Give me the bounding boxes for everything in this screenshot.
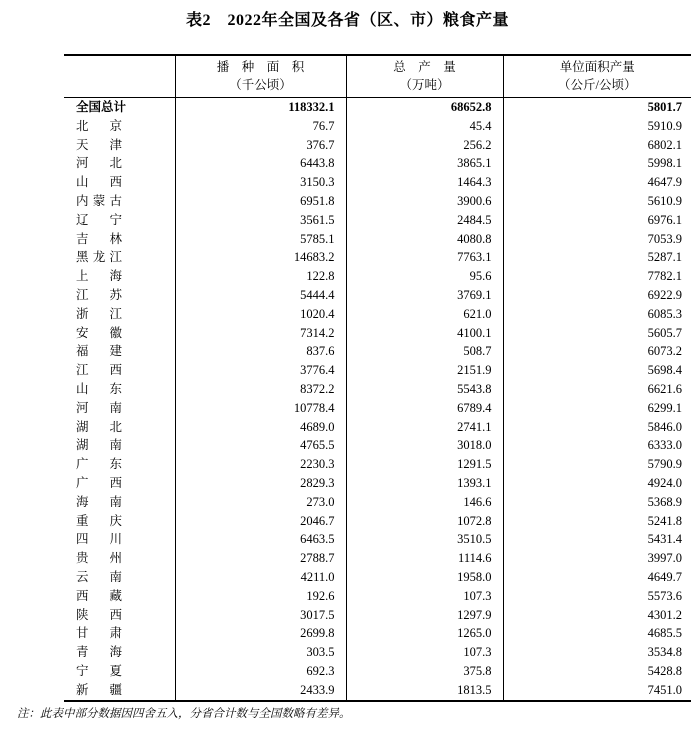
region-name: 青海	[76, 645, 122, 660]
output-cell: 45.4	[346, 117, 503, 136]
region-name: 内蒙古	[76, 193, 122, 208]
yield-cell: 5610.9	[503, 192, 691, 211]
region-name: 陕西	[76, 607, 122, 622]
sown-area-cell: 4765.5	[175, 436, 346, 455]
region-name: 西藏	[76, 588, 122, 603]
header-line1: 播 种 面 积	[216, 60, 305, 74]
yield-cell: 4301.2	[503, 606, 691, 625]
output-cell: 6789.4	[346, 399, 503, 418]
table-row	[64, 455, 691, 474]
yield-cell: 4647.9	[503, 173, 691, 192]
page-title: 表2 2022年全国及各省（区、市）粮食产量	[185, 12, 509, 29]
output-cell: 95.6	[346, 267, 503, 286]
yield-cell: 5428.8	[503, 662, 691, 681]
region-name: 浙江	[76, 306, 122, 321]
sown-area-cell: 192.6	[175, 587, 346, 606]
region-name: 河南	[76, 400, 122, 415]
table-row	[64, 418, 691, 437]
region-cell	[64, 154, 175, 173]
yield-cell: 3997.0	[503, 549, 691, 568]
sown-area-cell: 6951.8	[175, 192, 346, 211]
region-cell	[64, 549, 175, 568]
sown-area-cell: 3150.3	[175, 173, 346, 192]
yield-cell: 5241.8	[503, 512, 691, 531]
region-cell	[64, 606, 175, 625]
region-name: 广东	[76, 457, 122, 472]
output-cell: 3018.0	[346, 436, 503, 455]
table-row	[64, 136, 691, 155]
region-name: 四川	[76, 532, 122, 547]
sown-area-cell: 2433.9	[175, 681, 346, 701]
output-cell: 621.0	[346, 305, 503, 324]
region-cell	[64, 361, 175, 380]
output-cell: 256.2	[346, 136, 503, 155]
region-name: 云南	[76, 569, 122, 584]
table-row	[64, 267, 691, 286]
output-cell: 2741.1	[346, 418, 503, 437]
sown-area-cell: 4689.0	[175, 418, 346, 437]
region-cell	[64, 493, 175, 512]
table-row	[64, 173, 691, 192]
yield-cell: 4924.0	[503, 474, 691, 493]
table-row	[64, 606, 691, 625]
footnote: 注：此表中部分数据因四舍五入，分省合计数与全国数略有差异。	[17, 708, 351, 720]
table-row	[64, 530, 691, 549]
table-row	[64, 662, 691, 681]
sown-area-column-header	[175, 55, 346, 98]
sown-area-cell: 10778.4	[175, 399, 346, 418]
region-name: 重庆	[76, 513, 122, 528]
sown-area-cell: 692.3	[175, 662, 346, 681]
table-row	[64, 568, 691, 587]
table-row	[64, 643, 691, 662]
table-row	[64, 681, 691, 701]
region-name: 天津	[76, 137, 122, 152]
region-name: 北京	[76, 118, 122, 133]
region-cell	[64, 98, 175, 117]
output-cell: 3769.1	[346, 286, 503, 305]
region-cell	[64, 530, 175, 549]
region-name: 黑龙江	[76, 250, 122, 265]
yield-cell: 5801.7	[503, 98, 691, 117]
region-cell	[64, 512, 175, 531]
region-name: 山东	[76, 381, 122, 396]
yield-cell: 7782.1	[503, 267, 691, 286]
region-name: 宁夏	[76, 663, 122, 678]
sown-area-cell: 2829.3	[175, 474, 346, 493]
region-name: 新疆	[76, 682, 122, 697]
output-cell: 375.8	[346, 662, 503, 681]
region-cell	[64, 380, 175, 399]
table-row	[64, 230, 691, 249]
region-cell	[64, 681, 175, 701]
region-name: 贵州	[76, 551, 122, 566]
grain-production-table	[64, 54, 691, 702]
table-row	[64, 192, 691, 211]
region-cell	[64, 267, 175, 286]
header-line2: （千公顷）	[229, 77, 292, 92]
region-cell	[64, 173, 175, 192]
table-row	[64, 361, 691, 380]
yield-cell: 6073.2	[503, 342, 691, 361]
sown-area-cell: 5444.4	[175, 286, 346, 305]
yield-cell: 7451.0	[503, 681, 691, 701]
output-cell: 1114.6	[346, 549, 503, 568]
yield-cell: 6976.1	[503, 211, 691, 230]
yield-cell: 6922.9	[503, 286, 691, 305]
region-name: 湖南	[76, 438, 122, 453]
yield-cell: 5431.4	[503, 530, 691, 549]
sown-area-cell: 14683.2	[175, 248, 346, 267]
sown-area-cell: 5785.1	[175, 230, 346, 249]
yield-cell: 5368.9	[503, 493, 691, 512]
region-name: 河北	[76, 156, 122, 171]
region-cell	[64, 230, 175, 249]
output-cell: 107.3	[346, 587, 503, 606]
region-cell	[64, 286, 175, 305]
output-cell: 146.6	[346, 493, 503, 512]
sown-area-cell: 4211.0	[175, 568, 346, 587]
yield-cell: 4649.7	[503, 568, 691, 587]
table-header	[64, 55, 691, 98]
header-row	[64, 55, 691, 98]
output-cell: 1393.1	[346, 474, 503, 493]
yield-cell: 5790.9	[503, 455, 691, 474]
yield-cell: 5573.6	[503, 587, 691, 606]
region-cell	[64, 643, 175, 662]
sown-area-cell: 6443.8	[175, 154, 346, 173]
sown-area-cell: 6463.5	[175, 530, 346, 549]
region-name: 湖北	[76, 419, 122, 434]
sown-area-cell: 3561.5	[175, 211, 346, 230]
sown-area-cell: 2699.8	[175, 624, 346, 643]
region-name: 江西	[76, 363, 122, 378]
table-body	[64, 98, 691, 701]
sown-area-cell: 303.5	[175, 643, 346, 662]
output-cell: 1072.8	[346, 512, 503, 531]
output-cell: 4100.1	[346, 324, 503, 343]
region-cell	[64, 474, 175, 493]
yield-column-header	[503, 55, 691, 98]
header-line2: （万吨）	[399, 77, 450, 92]
table-row	[64, 305, 691, 324]
region-name: 江苏	[76, 287, 122, 302]
output-cell: 7763.1	[346, 248, 503, 267]
sown-area-cell: 122.8	[175, 267, 346, 286]
output-cell: 508.7	[346, 342, 503, 361]
table-row	[64, 587, 691, 606]
region-cell	[64, 455, 175, 474]
region-cell	[64, 568, 175, 587]
table-row	[64, 399, 691, 418]
region-cell	[64, 662, 175, 681]
sown-area-cell: 118332.1	[175, 98, 346, 117]
sown-area-cell: 2046.7	[175, 512, 346, 531]
sown-area-cell: 8372.2	[175, 380, 346, 399]
table-row	[64, 211, 691, 230]
region-cell	[64, 136, 175, 155]
yield-cell: 5698.4	[503, 361, 691, 380]
header-line1: 总 产 量	[393, 60, 456, 74]
table-row	[64, 342, 691, 361]
region-name: 海南	[76, 494, 122, 509]
header-line1: 单位面积产量	[559, 60, 635, 74]
region-name: 福建	[76, 344, 122, 359]
grain-production-table-wrap	[64, 54, 691, 702]
sown-area-cell: 7314.2	[175, 324, 346, 343]
table-row	[64, 493, 691, 512]
sown-area-cell: 76.7	[175, 117, 346, 136]
output-cell: 68652.8	[346, 98, 503, 117]
output-cell: 2151.9	[346, 361, 503, 380]
output-cell: 107.3	[346, 643, 503, 662]
yield-cell: 5910.9	[503, 117, 691, 136]
output-cell: 1265.0	[346, 624, 503, 643]
yield-cell: 5605.7	[503, 324, 691, 343]
sown-area-cell: 3776.4	[175, 361, 346, 380]
sown-area-cell: 376.7	[175, 136, 346, 155]
region-cell	[64, 624, 175, 643]
yield-cell: 6085.3	[503, 305, 691, 324]
sown-area-cell: 3017.5	[175, 606, 346, 625]
region-name: 辽宁	[76, 212, 122, 227]
table-row	[64, 154, 691, 173]
yield-cell: 6621.6	[503, 380, 691, 399]
region-cell	[64, 211, 175, 230]
yield-cell: 6299.1	[503, 399, 691, 418]
output-cell: 3510.5	[346, 530, 503, 549]
output-cell: 1813.5	[346, 681, 503, 701]
yield-cell: 7053.9	[503, 230, 691, 249]
region-name: 上海	[76, 269, 122, 284]
region-cell	[64, 399, 175, 418]
region-name: 山西	[76, 175, 122, 190]
output-column-header	[346, 55, 503, 98]
output-cell: 2484.5	[346, 211, 503, 230]
table-row	[64, 436, 691, 455]
region-name: 全国总计	[76, 100, 127, 114]
output-cell: 4080.8	[346, 230, 503, 249]
output-cell: 1291.5	[346, 455, 503, 474]
region-cell	[64, 248, 175, 267]
region-name: 吉林	[76, 231, 122, 246]
output-cell: 3900.6	[346, 192, 503, 211]
region-cell	[64, 192, 175, 211]
output-cell: 1464.3	[346, 173, 503, 192]
yield-cell: 5287.1	[503, 248, 691, 267]
table-row	[64, 549, 691, 568]
sown-area-cell: 837.6	[175, 342, 346, 361]
sown-area-cell: 2230.3	[175, 455, 346, 474]
yield-cell: 3534.8	[503, 643, 691, 662]
table-row	[64, 512, 691, 531]
output-cell: 5543.8	[346, 380, 503, 399]
table-row	[64, 624, 691, 643]
sown-area-cell: 2788.7	[175, 549, 346, 568]
yield-cell: 6333.0	[503, 436, 691, 455]
yield-cell: 5846.0	[503, 418, 691, 437]
output-cell: 1958.0	[346, 568, 503, 587]
table-row	[64, 286, 691, 305]
sown-area-cell: 1020.4	[175, 305, 346, 324]
table-row	[64, 474, 691, 493]
output-cell: 3865.1	[346, 154, 503, 173]
region-name: 甘肃	[76, 626, 122, 641]
yield-cell: 4685.5	[503, 624, 691, 643]
yield-cell: 5998.1	[503, 154, 691, 173]
region-cell	[64, 436, 175, 455]
region-name: 广西	[76, 475, 122, 490]
region-column-header	[64, 55, 175, 98]
table-row	[64, 117, 691, 136]
region-cell	[64, 342, 175, 361]
region-cell	[64, 418, 175, 437]
table-row	[64, 380, 691, 399]
region-name: 安徽	[76, 325, 122, 340]
region-cell	[64, 117, 175, 136]
region-cell	[64, 324, 175, 343]
output-cell: 1297.9	[346, 606, 503, 625]
region-cell	[64, 587, 175, 606]
header-line2: （公斤/公顷）	[558, 77, 637, 92]
region-cell	[64, 305, 175, 324]
table-row	[64, 98, 691, 117]
table-row	[64, 248, 691, 267]
table-row	[64, 324, 691, 343]
yield-cell: 6802.1	[503, 136, 691, 155]
sown-area-cell: 273.0	[175, 493, 346, 512]
